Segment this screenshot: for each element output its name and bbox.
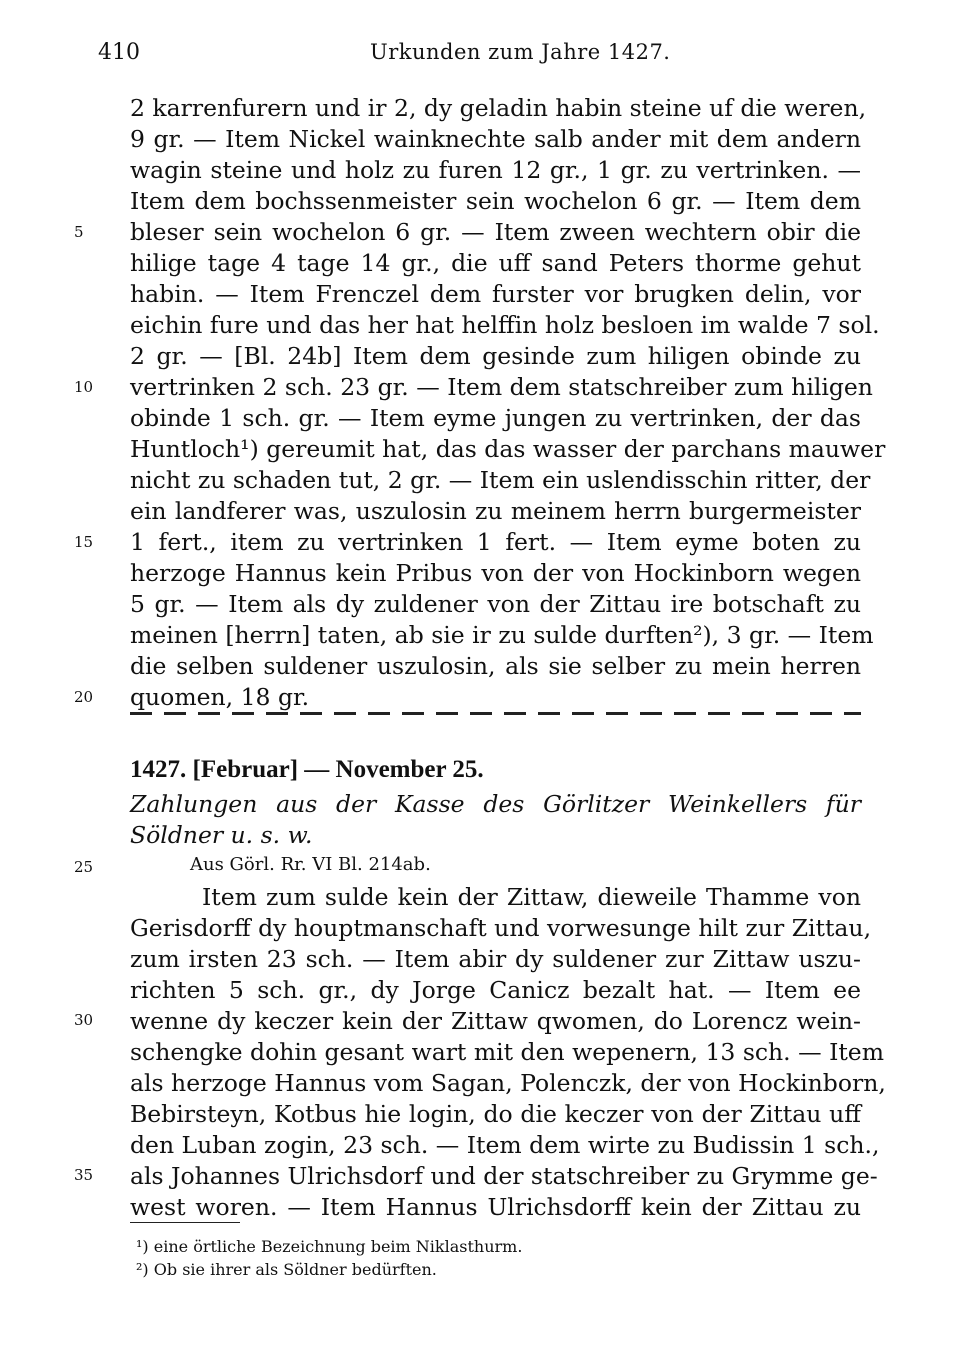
text-line: Item dem bochssenmeister sein wochelon 6 gr. — Item dem: [130, 187, 861, 215]
running-head: Urkunden zum Jahre 1427.: [370, 40, 671, 64]
text-line: hilige tage 4 tage 14 gr., die uff sand Peters thorme gehut: [130, 249, 861, 277]
text-line: meinen [herrn] taten, ab sie ir zu sulde durften²), 3 gr. — Item: [130, 621, 874, 649]
text-line: schengke dohin gesant wart mit den wepenern, 13 sch. — Item: [130, 1038, 884, 1066]
text-line: west woren. — Item Hannus Ulrichsdorff kein der Zittau zu: [130, 1193, 861, 1221]
line-number: 15: [74, 533, 94, 551]
line-number: 20: [74, 688, 94, 706]
text-line: quomen, 18 gr.: [130, 683, 310, 711]
text-line: obinde 1 sch. gr. — Item eyme jungen zu vertrinken, der das: [130, 404, 861, 432]
text-line: nicht zu schaden tut, 2 gr. — Item ein uslendisschin ritter, der: [130, 466, 871, 494]
line-number: 25: [74, 858, 94, 876]
footnote-rule: [130, 1222, 240, 1223]
text-line: vertrinken 2 sch. 23 gr. — Item dem statschreiber zum hiligen: [130, 373, 873, 401]
line-number: 10: [74, 378, 94, 396]
text-line: herzoge Hannus kein Pribus von der von Hockinborn wegen: [130, 559, 861, 587]
line-number: 30: [74, 1011, 94, 1029]
footnote-1: ¹) eine örtliche Bezeichnung beim Niklasthurm.: [136, 1237, 523, 1256]
summary-line: Söldner u. s. w.: [130, 821, 313, 849]
text-line: wenne dy keczer kein der Zittaw qwomen, do Lorencz wein-: [130, 1007, 861, 1035]
text-line: 5 gr. — Item als dy zuldener von der Zittau ire botschaft zu: [130, 590, 861, 618]
entry-heading: 1427. [Februar] — November 25.: [130, 756, 484, 783]
section-divider: [130, 712, 861, 715]
summary-line: Zahlungen aus der Kasse des Görlitzer Weinkellers für: [130, 790, 861, 818]
text-line: ein landferer was, uszulosin zu meinem herrn burgermeister: [130, 497, 861, 525]
text-line: Bebirsteyn, Kotbus hie login, do die keczer von der Zittau uff: [130, 1100, 861, 1128]
text-line: 2 gr. — [Bl. 24b] Item dem gesinde zum hiligen obinde zu: [130, 342, 861, 370]
text-line: zum irsten 23 sch. — Item abir dy suldener zur Zittaw uszu-: [130, 945, 861, 973]
text-line: richten 5 sch. gr., dy Jorge Canicz bezalt hat. — Item ee: [130, 976, 861, 1004]
text-line: bleser sein wochelon 6 gr. — Item zween wechtern obir die: [130, 218, 861, 246]
text-line: wagin steine und holz zu furen 12 gr., 1 gr. zu vertrinken. —: [130, 156, 861, 184]
line-number: 5: [74, 223, 84, 241]
text-line: den Luban zogin, 23 sch. — Item dem wirte zu Budissin 1 sch.,: [130, 1131, 880, 1159]
text-line: 9 gr. — Item Nickel wainknechte salb ander mit dem andern: [130, 125, 861, 153]
text-line: 2 karrenfurern und ir 2, dy geladin habin steine uf die weren,: [130, 94, 867, 122]
text-line: die selben suldener uszulosin, als sie selber zu mein herren: [130, 652, 861, 680]
text-line: als herzoge Hannus vom Sagan, Polenczk, der von Hockinborn,: [130, 1069, 886, 1097]
text-line: Huntloch¹) gereumit hat, das das wasser der parchans mauwer: [130, 435, 886, 463]
text-line: als Johannes Ulrichsdorf und der statschreiber zu Grymme ge-: [130, 1162, 878, 1190]
text-line: Gerisdorff dy houptmanschaft und vorwesunge hilt zur Zittau,: [130, 914, 872, 942]
page-number: 410: [98, 40, 140, 65]
line-number: 35: [74, 1166, 94, 1184]
text-line: habin. — Item Frenczel dem furster vor brugken delin, vor: [130, 280, 861, 308]
text-line: eichin fure und das her hat helffin holz besloen im walde 7 sol.: [130, 311, 880, 339]
archival-source: Aus Görl. Rr. VI Bl. 214ab.: [190, 854, 431, 875]
text-line: 1 fert., item zu vertrinken 1 fert. — Item eyme boten zu: [130, 528, 861, 556]
footnote-2: ²) Ob sie ihrer als Söldner bedürften.: [136, 1260, 437, 1279]
text-line: Item zum sulde kein der Zittaw, dieweile Thamme von: [202, 883, 861, 911]
